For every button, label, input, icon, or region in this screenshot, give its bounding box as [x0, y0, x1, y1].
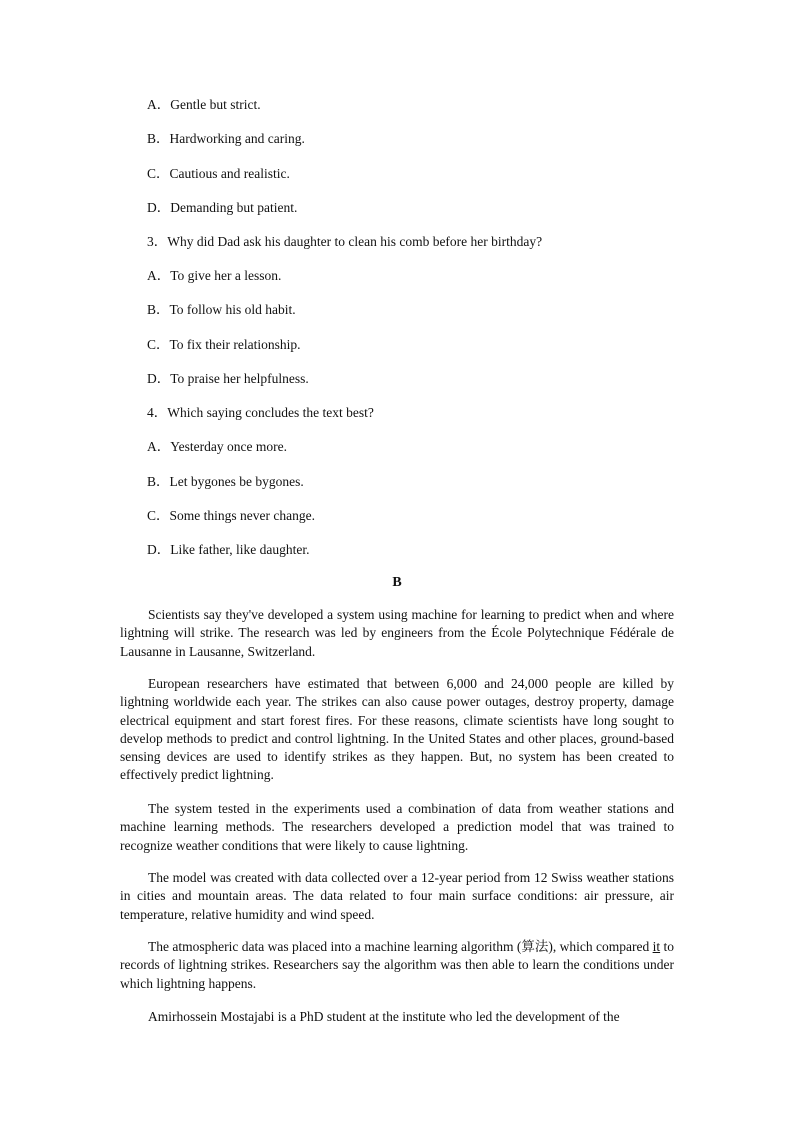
q4-option-c: C．Some things never change.	[147, 508, 315, 523]
section-heading: B	[392, 575, 402, 590]
passage-paragraph-5	[120, 938, 674, 993]
paragraph-5-text-before: The atmospheric data was placed into a machine learning algorithm (算法), which compared	[148, 939, 653, 954]
passage-paragraph-3: The system tested in the experiments used a combination of data from weather stations and machine learning methods. The researchers developed a prediction model that was trained to recognize weather conditions that were likely to cause lightning.	[120, 801, 674, 853]
q2-option-c: C．Cautious and realistic.	[147, 166, 290, 181]
q3-option-b: B．To follow his old habit.	[147, 302, 296, 317]
q4-option-b: B．Let bygones be bygones.	[147, 474, 304, 489]
passage-paragraph-6: Amirhossein Mostajabi is a PhD student at the institute who led the development of the	[148, 1009, 620, 1024]
q2-option-b: B．Hardworking and caring.	[147, 131, 305, 146]
q4-option-a: A．Yesterday once more.	[147, 439, 287, 454]
passage-paragraph-2: European researchers have estimated that between 6,000 and 24,000 people are killed by lightning worldwide each year. The strikes can also cause power outages, destroy property, damage electrical equipment and start forest fires. For these reasons, climate scientists have long sought to develop methods to predict and control lightning. In the United States and other places, ground-based sensing devices are used to identify strikes as they happen. But, no system has been created to effectively predict lightning.	[120, 676, 674, 783]
q4-question: 4．Which saying concludes the text best?	[147, 405, 374, 420]
q2-option-a: A．Gentle but strict.	[147, 97, 261, 112]
paragraph-5-text-after: to records of lightning strikes. Researchers say the algorithm was then able to learn the conditions under which lightning happens.	[120, 939, 674, 991]
underlined-word-it: it	[652, 939, 661, 954]
q3-option-c: C．To fix their relationship.	[147, 337, 301, 352]
q4-option-d: D．Like father, like daughter.	[147, 542, 310, 557]
passage-paragraph-4: The model was created with data collected over a 12-year period from 12 Swiss weather stations in cities and mountain areas. The data related to four main surface conditions: air pressure, air temperature, relative humidity and wind speed.	[120, 870, 674, 922]
q3-option-d: D．To praise her helpfulness.	[147, 371, 309, 386]
q3-question: 3．Why did Dad ask his daughter to clean his comb before her birthday?	[147, 234, 543, 249]
q2-option-d: D．Demanding but patient.	[147, 200, 298, 215]
passage-paragraph-1: Scientists say they've developed a system using machine for learning to predict when and where lightning will strike. The research was led by engineers from the École Polytechnique Fédérale de Lausanne in Lausanne, Switzerland.	[120, 607, 674, 659]
q3-option-a: A．To give her a lesson.	[147, 268, 282, 283]
